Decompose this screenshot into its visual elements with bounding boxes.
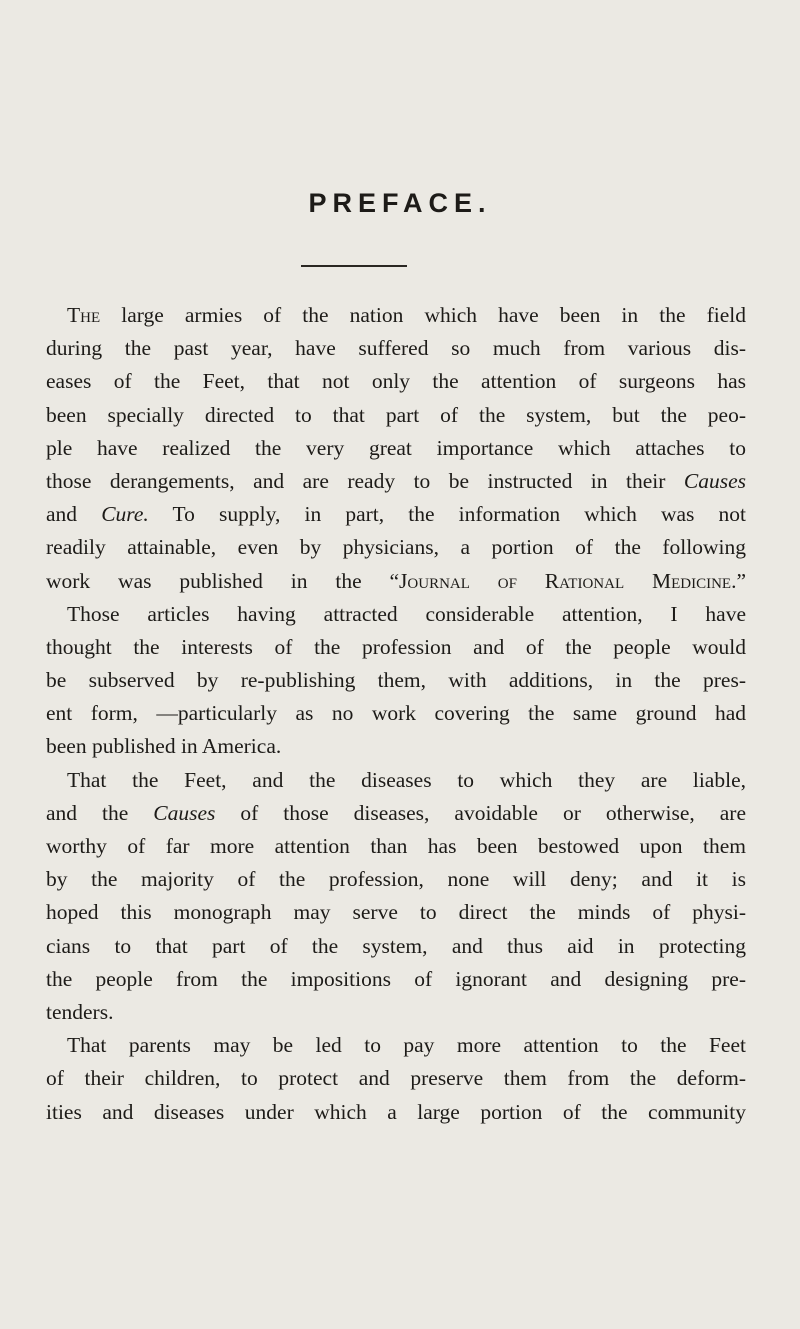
text-line <box>46 896 746 929</box>
small-caps-text: The <box>67 303 101 327</box>
italic-text: Causes <box>683 468 746 493</box>
text-segment: Those articles having attracted considerable attention, I have <box>67 601 746 626</box>
text-line <box>46 797 746 830</box>
text-segment: of their children, to protect and preserve them from the deform- <box>46 1066 746 1091</box>
text-line <box>46 963 746 996</box>
text-segment: large armies of the nation which have been in the field <box>100 303 746 327</box>
text-line <box>46 830 746 863</box>
text-segment: been specially directed to that part of the system, but the peo- <box>46 402 746 427</box>
text-segment: and <box>46 502 102 527</box>
text-segment: and the <box>46 800 154 825</box>
text-line <box>46 365 746 398</box>
text-line <box>46 465 746 498</box>
text-line <box>46 1062 746 1095</box>
text-segment: work was published in the “ <box>46 568 400 593</box>
text-segment: by the majority of the profession, none will deny; and it is <box>46 867 746 892</box>
text-line <box>46 498 746 531</box>
text-line <box>46 730 746 763</box>
text-segment: cians to that part of the system, and thus aid in protecting <box>46 933 746 958</box>
text-segment: ple have realized the very great importance which attaches to <box>46 435 746 460</box>
text-segment: ities and diseases under which a large portion of the community <box>46 1099 746 1124</box>
text-segment: To supply, in part, the information which was not <box>148 502 747 527</box>
text-segment: ent form, —particularly as no work covering the same ground had <box>46 701 746 726</box>
text-segment: of those diseases, avoidable or otherwise, are <box>215 800 747 825</box>
text-line <box>46 332 746 365</box>
text-line <box>46 697 746 730</box>
text-segment: .” <box>731 568 746 593</box>
text-line <box>46 399 746 432</box>
text-segment: That parents may be led to pay more attention to the Feet <box>67 1033 746 1058</box>
text-line <box>46 764 746 797</box>
text-line <box>46 531 746 564</box>
italic-text: Causes <box>153 800 216 825</box>
text-line <box>46 1096 746 1129</box>
text-segment: been published in America. <box>46 734 282 759</box>
text-segment: thought the interests of the profession and of the people would <box>46 634 746 659</box>
text-segment: those derangements, and are ready to be instructed in their <box>46 468 684 493</box>
text-segment: hoped this monograph may serve to direct the minds of physi- <box>46 900 746 925</box>
text-segment: tenders. <box>46 999 114 1024</box>
text-line <box>46 299 746 332</box>
text-line <box>46 598 746 631</box>
text-line <box>46 863 746 896</box>
italic-text: Cure. <box>101 502 149 527</box>
text-segment: eases of the Feet, that not only the attention of surgeons has <box>46 369 746 394</box>
text-line <box>46 1029 746 1062</box>
text-segment: during the past year, have suffered so much from various dis- <box>46 336 746 361</box>
page-title: PREFACE. <box>308 188 492 218</box>
title-rule <box>301 265 407 267</box>
text-segment: be subserved by re-publishing them, with additions, in the pres- <box>46 668 746 693</box>
text-segment: That the Feet, and the diseases to which they are liable, <box>67 767 746 792</box>
text-line <box>46 432 746 465</box>
text-line <box>46 996 746 1029</box>
text-line <box>46 930 746 963</box>
text-segment: worthy of far more attention than has been bestowed upon them <box>46 834 746 858</box>
text-line <box>46 631 746 664</box>
preface-body <box>46 299 746 1129</box>
text-line <box>46 565 746 598</box>
text-line <box>46 664 746 697</box>
text-segment: the people from the impositions of ignorant and designing pre- <box>46 966 746 991</box>
small-caps-text: Journal of Rational Medicine <box>399 568 732 593</box>
text-segment: readily attainable, even by physicians, a portion of the following <box>46 535 746 560</box>
